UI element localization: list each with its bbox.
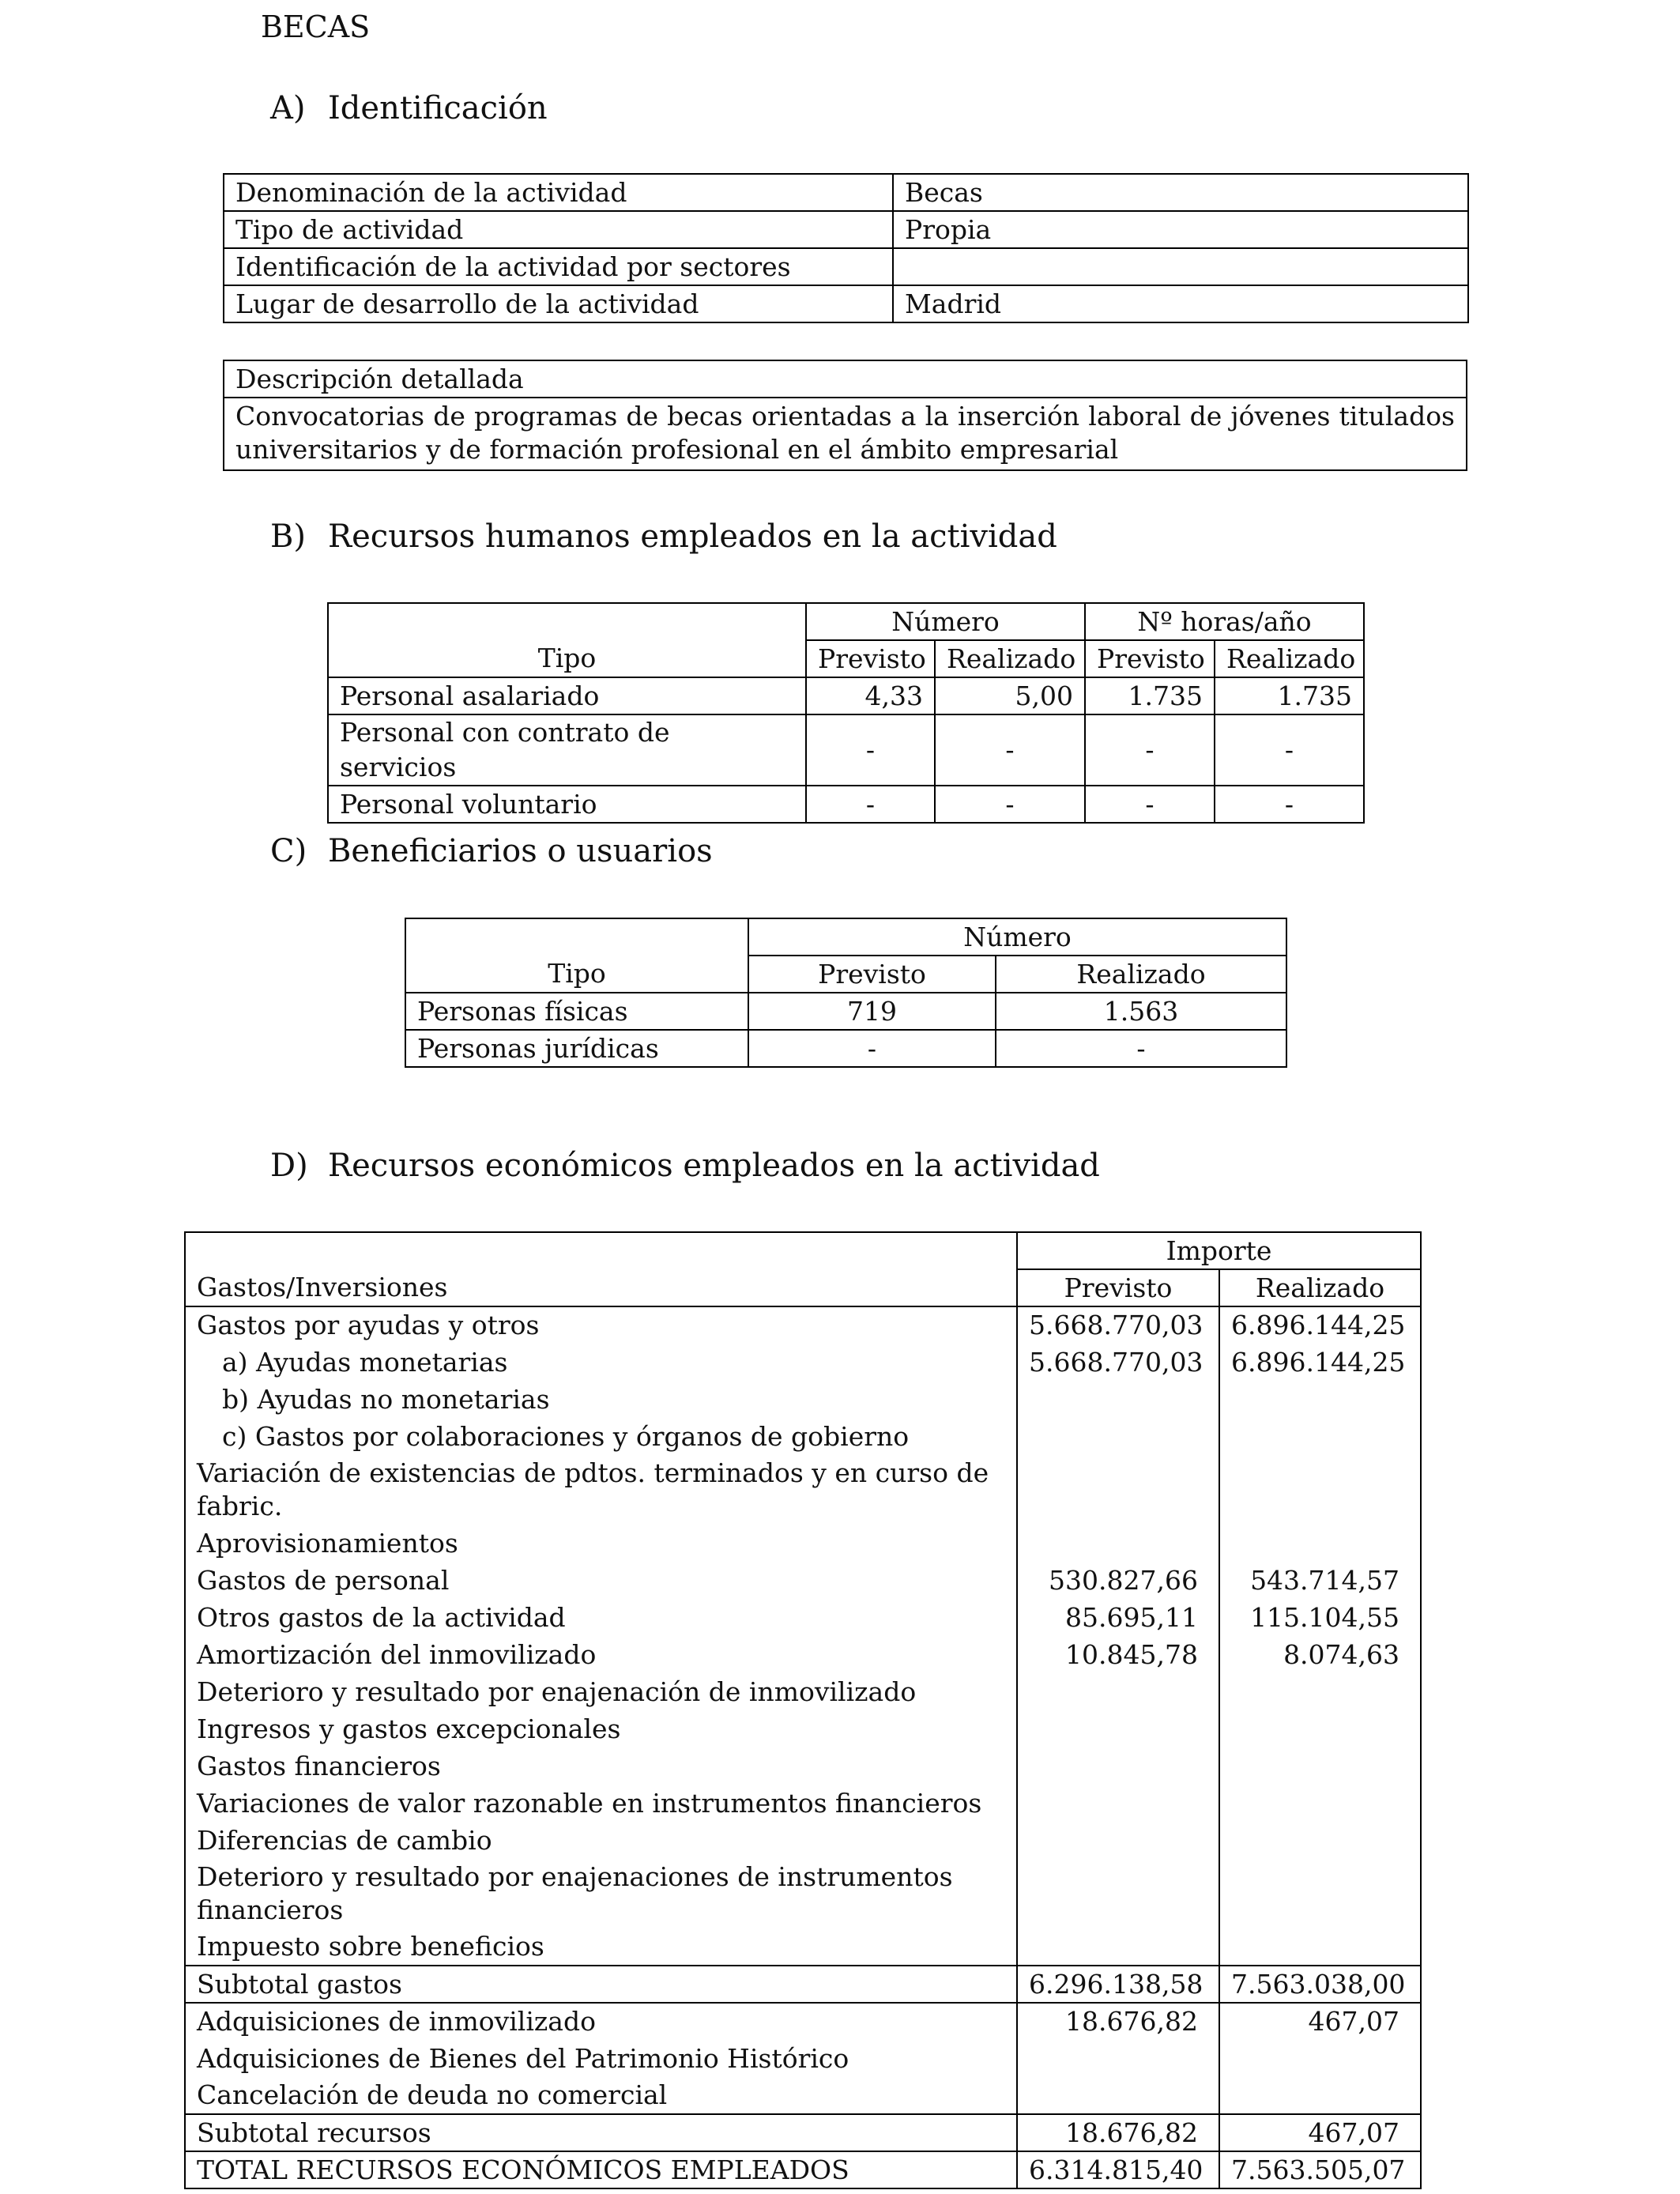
hr-num-real: - [935, 786, 1085, 823]
eco-total-real: 7.563.505,07 [1219, 2151, 1421, 2188]
eco-total-prev: 6.314.815,40 [1017, 2151, 1219, 2188]
eco-row-label: Gastos financieros [185, 1747, 1017, 1785]
ben-col-previsto: Previsto [748, 956, 996, 993]
table-row [328, 714, 1364, 786]
eco-total-label: TOTAL RECURSOS ECONÓMICOS EMPLEADOS [185, 2151, 1017, 2188]
table-row [185, 1306, 1421, 1344]
eco-row-label: Variación de existencias de pdtos. terminados y en curso de fabric. [185, 1455, 1017, 1525]
section-d-title: Recursos económicos empleados en la actividad [328, 1148, 1100, 1184]
ben-prev: 719 [748, 993, 996, 1030]
eco-row-realizado [1219, 1747, 1421, 1785]
table-row [185, 2003, 1421, 2040]
table-row [185, 2151, 1421, 2188]
hr-col-previsto: Previsto [1085, 640, 1215, 677]
ident-label: Denominación de la actividad [224, 174, 893, 211]
hr-tipo: Personal voluntario [328, 786, 806, 823]
eco-row-realizado [1219, 1381, 1421, 1418]
eco-subtotal-recursos-prev: 18.676,82 [1017, 2114, 1219, 2151]
table-row [328, 677, 1364, 714]
eco-row-previsto [1017, 1418, 1219, 1455]
description-text: Convocatorias de programas de becas orientadas a la inserción laboral de jóvenes titulados universitarios y de formación profesional en el ámbito empresarial [224, 398, 1467, 470]
section-c-title: Beneficiarios o usuarios [328, 833, 713, 869]
hr-h-prev: - [1085, 786, 1215, 823]
hr-tipo: Personal asalariado [328, 677, 806, 714]
table-row [405, 993, 1286, 1030]
hr-col-tipo: Tipo [328, 640, 806, 677]
hr-group-numero: Número [806, 603, 1085, 640]
eco-row-label: Adquisiciones de Bienes del Patrimonio Histórico [185, 2040, 1017, 2077]
section-d-letter: D) [270, 1148, 308, 1184]
recursos-rows [185, 2003, 1421, 2114]
eco-row-realizado [1219, 1525, 1421, 1562]
ident-value: Becas [893, 174, 1468, 211]
eco-row-label: Deterioro y resultado por enajenación de inmovilizado [185, 1673, 1017, 1710]
table-row [405, 918, 1286, 956]
eco-row-label: Gastos de personal [185, 1562, 1017, 1599]
eco-row-label: a) Ayudas monetarias [185, 1344, 1017, 1381]
eco-row-realizado [1219, 1710, 1421, 1747]
table-row [185, 2040, 1421, 2077]
table-row [185, 1928, 1421, 1966]
eco-subtotal-gastos-label: Subtotal gastos [185, 1966, 1017, 2003]
table-row [224, 248, 1468, 285]
eco-row-previsto: 530.827,66 [1017, 1562, 1219, 1599]
hr-num-prev: - [806, 786, 935, 823]
eco-row-previsto [1017, 1928, 1219, 1966]
section-d-heading [270, 1148, 1100, 1184]
table-row [185, 1344, 1421, 1381]
table-row [185, 1599, 1421, 1636]
eco-row-label: Diferencias de cambio [185, 1822, 1017, 1859]
table-row [185, 1455, 1421, 1525]
gastos-rows [185, 1306, 1421, 1966]
section-a-heading [270, 90, 548, 126]
ben-real: - [996, 1030, 1286, 1067]
table-row [405, 956, 1286, 993]
eco-row-label: Gastos por ayudas y otros [185, 1306, 1017, 1344]
eco-row-label: Otros gastos de la actividad [185, 1599, 1017, 1636]
eco-row-previsto [1017, 1785, 1219, 1822]
ben-col-tipo: Tipo [405, 956, 748, 993]
eco-subtotal-recursos-real: 467,07 [1219, 2114, 1421, 2151]
eco-row-realizado: 8.074,63 [1219, 1636, 1421, 1673]
description-table [223, 360, 1467, 471]
eco-row-previsto [1017, 1381, 1219, 1418]
ben-tipo: Personas jurídicas [405, 1030, 748, 1067]
eco-row-previsto [1017, 1455, 1219, 1525]
eco-row-realizado: 6.896.144,25 [1219, 1306, 1421, 1344]
eco-row-realizado [1219, 1418, 1421, 1455]
eco-row-realizado [1219, 1928, 1421, 1966]
eco-row-realizado [1219, 1822, 1421, 1859]
human-resources-table [327, 602, 1365, 824]
hr-num-prev: 4,33 [806, 677, 935, 714]
table-row [185, 1525, 1421, 1562]
table-row [185, 1785, 1421, 1822]
eco-row-previsto [1017, 1747, 1219, 1785]
description-header: Descripción detallada [224, 360, 1467, 398]
eco-row-realizado: 467,07 [1219, 2003, 1421, 2040]
ident-label: Lugar de desarrollo de la actividad [224, 285, 893, 322]
ben-tipo: Personas físicas [405, 993, 748, 1030]
identification-table [223, 173, 1469, 323]
ident-label: Tipo de actividad [224, 211, 893, 248]
eco-row-label: Ingresos y gastos excepcionales [185, 1710, 1017, 1747]
ident-value: Propia [893, 211, 1468, 248]
section-a-title: Identificación [328, 90, 548, 126]
table-row [224, 398, 1467, 470]
section-c-letter: C) [270, 833, 307, 869]
hr-col-previsto: Previsto [806, 640, 935, 677]
eco-row-label: Amortización del inmovilizado [185, 1636, 1017, 1673]
eco-subtotal-recursos-label: Subtotal recursos [185, 2114, 1017, 2151]
table-row [185, 1710, 1421, 1747]
table-row [185, 1269, 1421, 1306]
table-row [185, 2077, 1421, 2114]
ident-label: Identificación de la actividad por sectores [224, 248, 893, 285]
economic-resources-table [184, 1231, 1422, 2189]
eco-row-label: Adquisiciones de inmovilizado [185, 2003, 1017, 2040]
eco-row-label: Aprovisionamientos [185, 1525, 1017, 1562]
document-title: BECAS [261, 9, 371, 44]
ident-value [893, 248, 1468, 285]
eco-row-previsto: 18.676,82 [1017, 2003, 1219, 2040]
eco-col-gastos: Gastos/Inversiones [185, 1269, 1017, 1306]
hr-col-realizado: Realizado [935, 640, 1085, 677]
hr-num-prev: - [806, 714, 935, 786]
hr-h-real: 1.735 [1215, 677, 1364, 714]
hr-h-real: - [1215, 714, 1364, 786]
eco-row-realizado [1219, 1859, 1421, 1928]
ben-real: 1.563 [996, 993, 1286, 1030]
hr-col-realizado: Realizado [1215, 640, 1364, 677]
hr-h-real: - [1215, 786, 1364, 823]
eco-row-realizado: 6.896.144,25 [1219, 1344, 1421, 1381]
ben-col-realizado: Realizado [996, 956, 1286, 993]
eco-col-realizado: Realizado [1219, 1269, 1421, 1306]
table-row [328, 640, 1364, 677]
eco-row-label: Deterioro y resultado por enajenaciones de instrumentos financieros [185, 1859, 1017, 1928]
eco-row-previsto [1017, 1822, 1219, 1859]
eco-group-importe: Importe [1017, 1232, 1421, 1269]
eco-row-realizado [1219, 2040, 1421, 2077]
eco-row-previsto: 10.845,78 [1017, 1636, 1219, 1673]
table-row [185, 1747, 1421, 1785]
section-a-letter: A) [270, 90, 306, 126]
eco-row-label: Variaciones de valor razonable en instrumentos financieros [185, 1785, 1017, 1822]
section-b-title: Recursos humanos empleados en la actividad [328, 518, 1057, 555]
eco-subtotal-gastos-prev: 6.296.138,58 [1017, 1966, 1219, 2003]
eco-row-label: Cancelación de deuda no comercial [185, 2077, 1017, 2114]
table-row [405, 1030, 1286, 1067]
table-row [224, 211, 1468, 248]
eco-row-previsto: 5.668.770,03 [1017, 1306, 1219, 1344]
table-row [328, 603, 1364, 640]
eco-row-realizado [1219, 1785, 1421, 1822]
beneficiaries-table [405, 918, 1287, 1068]
hr-h-prev: - [1085, 714, 1215, 786]
section-b-heading [270, 518, 1057, 555]
table-row [185, 1673, 1421, 1710]
eco-row-realizado: 543.714,57 [1219, 1562, 1421, 1599]
table-row [185, 1822, 1421, 1859]
table-row [185, 1418, 1421, 1455]
table-row [224, 174, 1468, 211]
eco-row-previsto [1017, 1859, 1219, 1928]
eco-row-label: b) Ayudas no monetarias [185, 1381, 1017, 1418]
eco-row-label: c) Gastos por colaboraciones y órganos de gobierno [185, 1418, 1017, 1455]
eco-row-realizado [1219, 2077, 1421, 2114]
hr-tipo: Personal con contrato de servicios [328, 714, 806, 786]
table-row [185, 1636, 1421, 1673]
eco-subtotal-gastos-real: 7.563.038,00 [1219, 1966, 1421, 2003]
eco-row-realizado [1219, 1673, 1421, 1710]
ident-value: Madrid [893, 285, 1468, 322]
eco-col-previsto: Previsto [1017, 1269, 1219, 1306]
hr-group-horas: Nº horas/año [1085, 603, 1364, 640]
eco-row-previsto: 5.668.770,03 [1017, 1344, 1219, 1381]
hr-h-prev: 1.735 [1085, 677, 1215, 714]
ben-prev: - [748, 1030, 996, 1067]
table-row [185, 1966, 1421, 2003]
table-row [185, 1859, 1421, 1928]
hr-num-real: - [935, 714, 1085, 786]
section-b-letter: B) [270, 518, 306, 555]
eco-row-previsto [1017, 1710, 1219, 1747]
table-row [185, 1381, 1421, 1418]
table-row [328, 786, 1364, 823]
eco-row-previsto [1017, 2040, 1219, 2077]
eco-row-previsto [1017, 1673, 1219, 1710]
table-row [224, 360, 1467, 398]
table-row [224, 285, 1468, 322]
eco-row-realizado [1219, 1455, 1421, 1525]
hr-num-real: 5,00 [935, 677, 1085, 714]
table-row [185, 2114, 1421, 2151]
eco-row-previsto [1017, 1525, 1219, 1562]
eco-row-previsto: 85.695,11 [1017, 1599, 1219, 1636]
eco-row-label: Impuesto sobre beneficios [185, 1928, 1017, 1966]
table-row [185, 1232, 1421, 1269]
eco-row-realizado: 115.104,55 [1219, 1599, 1421, 1636]
section-c-heading [270, 833, 713, 869]
eco-row-previsto [1017, 2077, 1219, 2114]
table-row [185, 1562, 1421, 1599]
ben-group-numero: Número [748, 918, 1286, 956]
